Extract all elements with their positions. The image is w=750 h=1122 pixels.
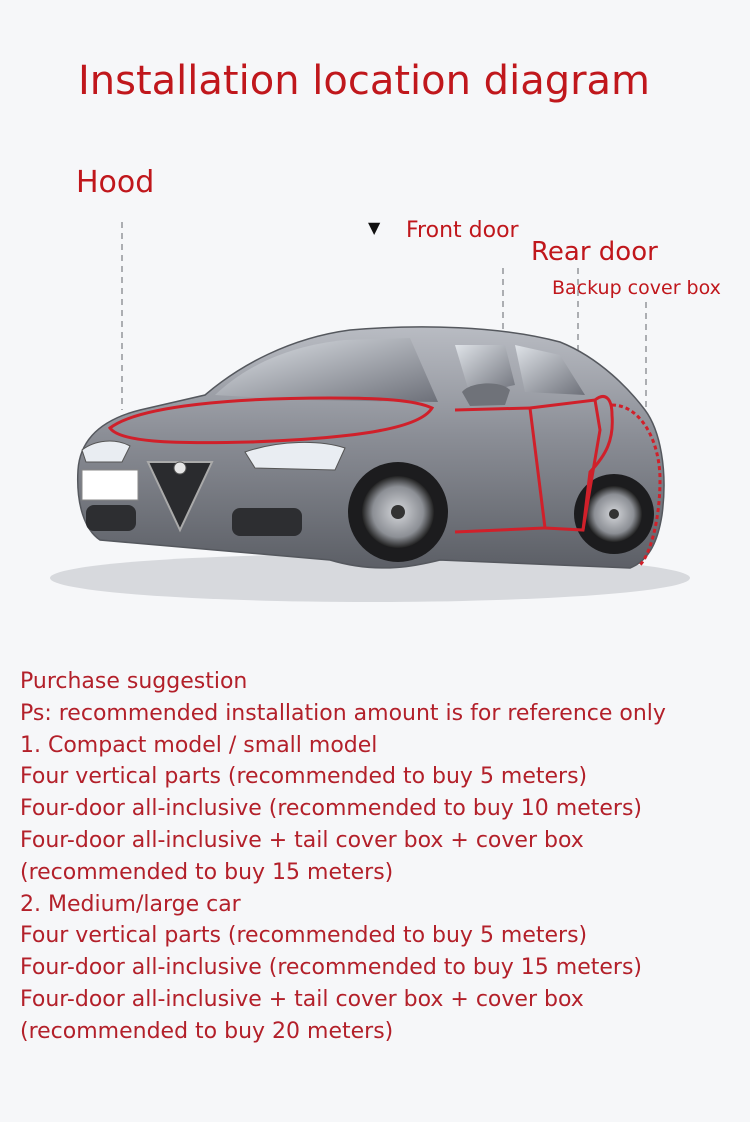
left-air-intake [86,505,136,531]
logo-badge [174,462,186,474]
small-model-line: Four-door all-inclusive (recommended to buy 10 meters) [20,796,642,822]
front-wheel [348,462,448,562]
triangle-pointer-icon: ▼ [368,218,381,237]
front-door-label: Front door [406,218,519,243]
license-plate [82,470,138,500]
small-model-line: Four-door all-inclusive + tail cover box + cover box [20,827,584,853]
large-model-line: (recommended to buy 20 meters) [20,1018,394,1044]
page-title: Installation location diagram [78,58,651,104]
hood-label: Hood [76,165,155,200]
suggestion-note: Ps: recommended installation amount is for reference only [20,700,666,726]
suggestion-heading: Purchase suggestion [20,669,248,694]
large-model-line: Four-door all-inclusive + tail cover box + cover box [20,986,584,1012]
large-model-line: Four vertical parts (recommended to buy 5 meters) [20,923,588,949]
large-model-line: Four-door all-inclusive (recommended to buy 15 meters) [20,955,642,981]
small-model-title: 1. Compact model / small model [20,732,378,758]
rear-door-label: Rear door [531,237,658,267]
right-air-intake [232,508,302,536]
backup-cover-box-label: Backup cover box [552,277,721,299]
purchase-suggestion-list [20,666,666,1048]
large-model-title: 2. Medium/large car [20,891,241,917]
windshield [215,338,438,402]
small-model-line: Four vertical parts (recommended to buy 5 meters) [20,764,588,790]
small-model-line: (recommended to buy 15 meters) [20,859,394,885]
